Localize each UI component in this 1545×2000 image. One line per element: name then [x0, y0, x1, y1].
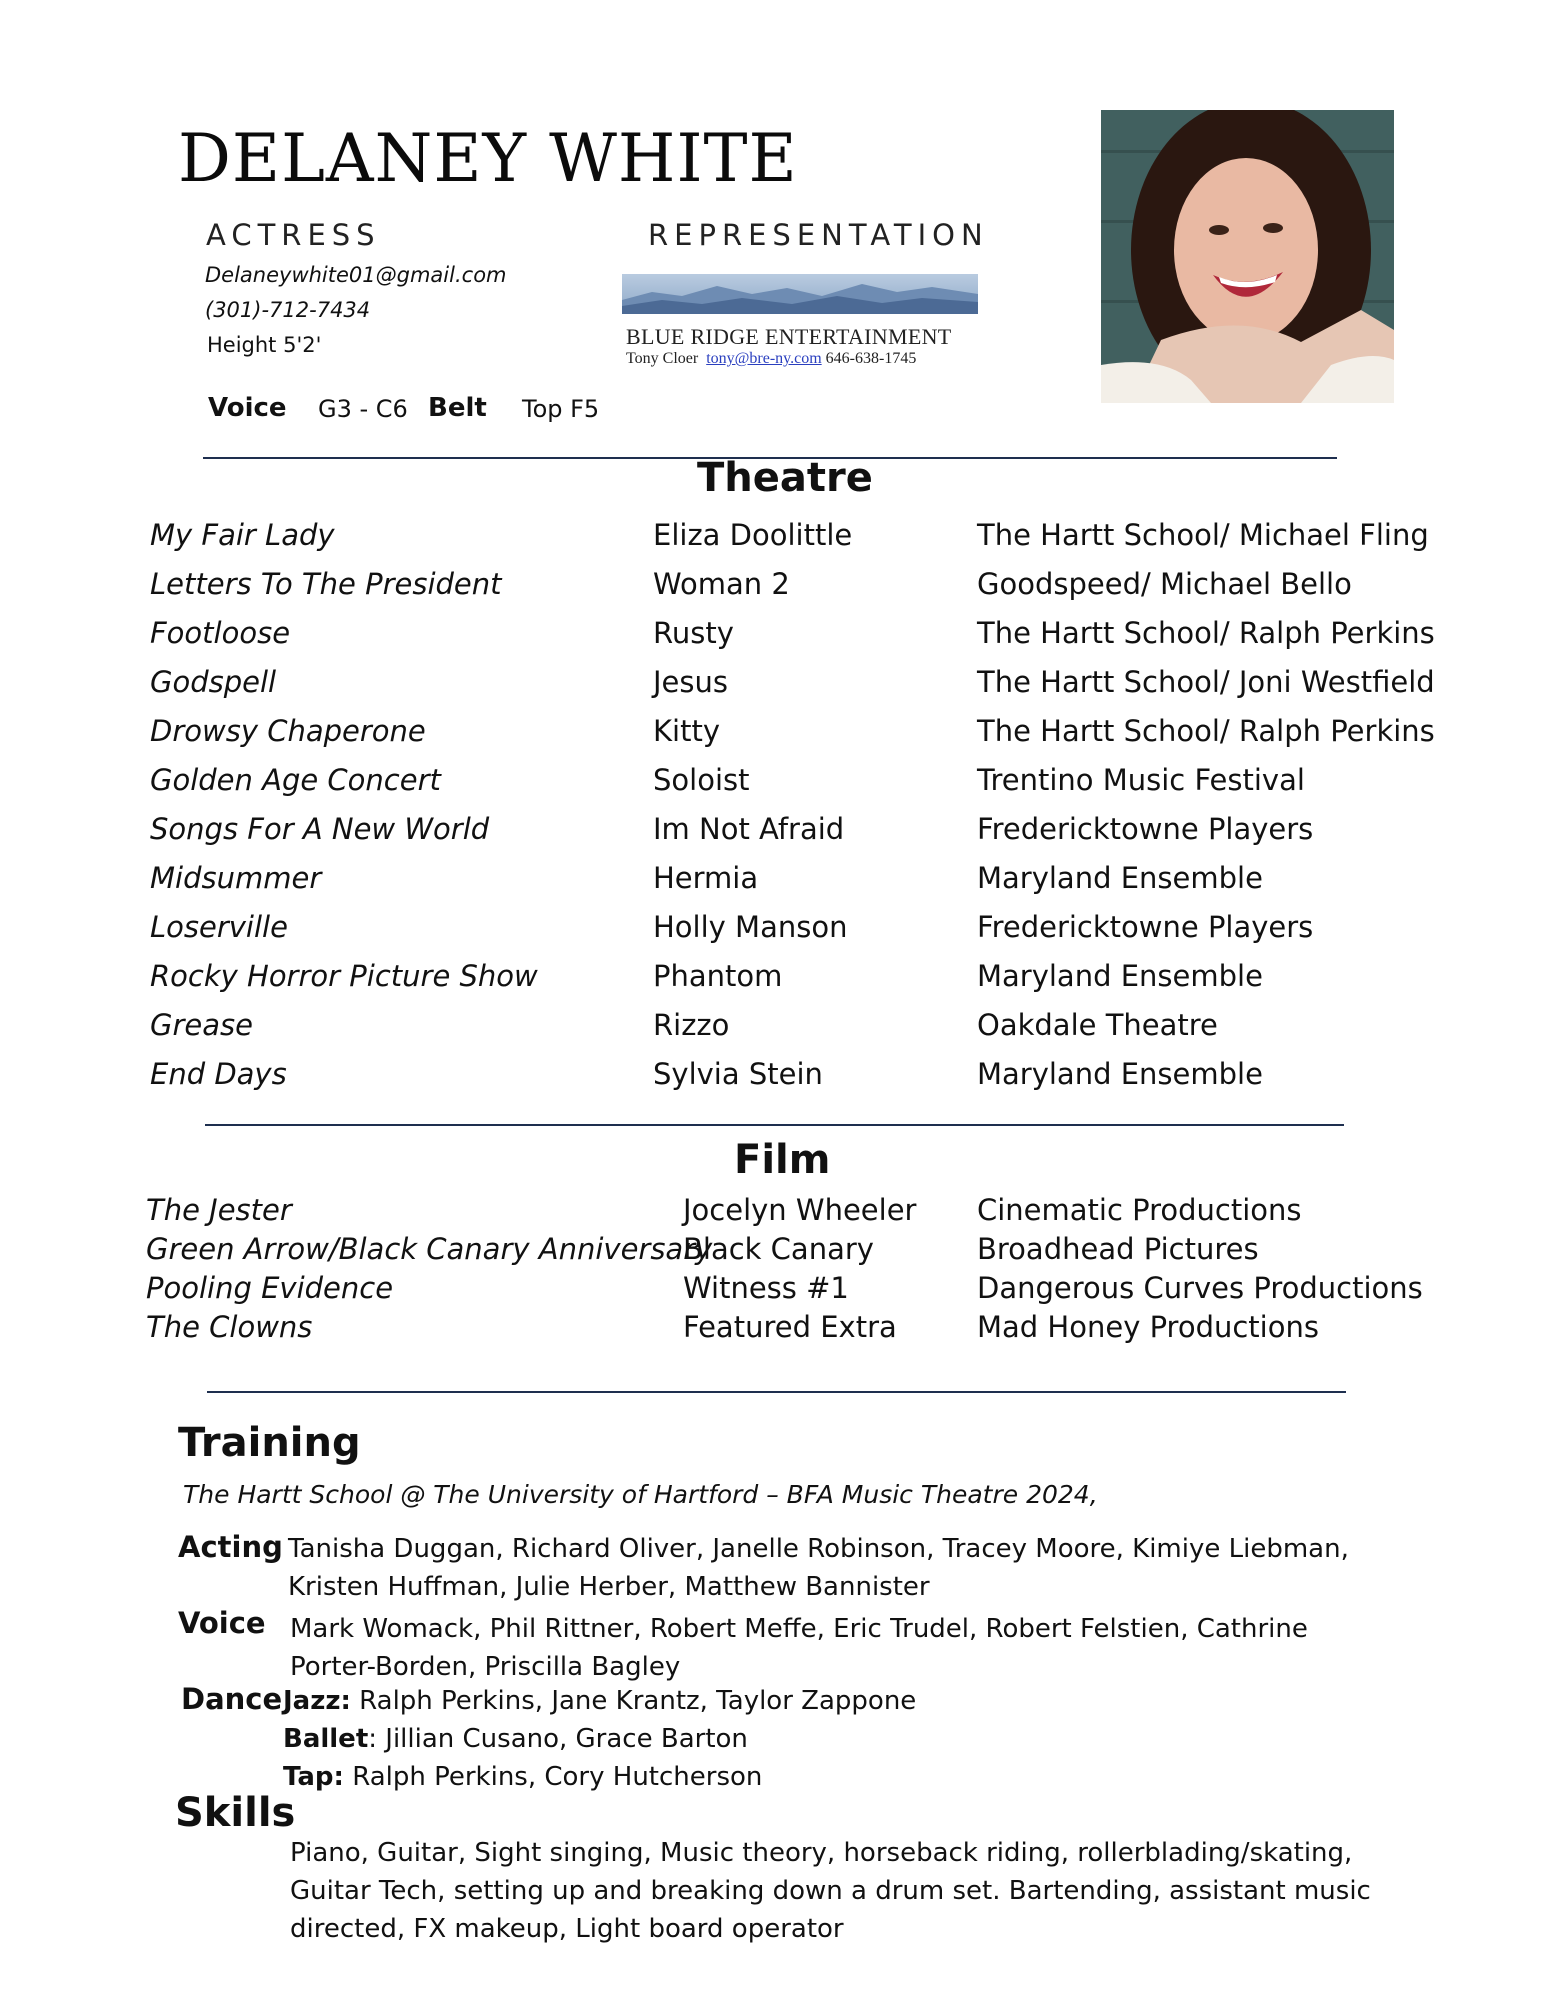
- tap-teachers: Ralph Perkins, Cory Hutcherson: [343, 1762, 763, 1792]
- film-heading: Film: [734, 1137, 831, 1183]
- film-credit-title: The Clowns: [146, 1310, 313, 1344]
- theatre-credit-company: Maryland Ensemble: [977, 1057, 1263, 1091]
- theatre-credit-company: The Hartt School/ Ralph Perkins: [977, 714, 1435, 748]
- headshot-photo: [1101, 110, 1394, 403]
- theatre-credit-title: Footloose: [150, 616, 291, 650]
- film-credit-title: Green Arrow/Black Canary Anniversary: [146, 1232, 713, 1266]
- theatre-credit-row: [0, 910, 1545, 950]
- film-credit-company: Broadhead Pictures: [977, 1232, 1259, 1266]
- film-credit-row: [0, 1310, 1545, 1350]
- film-credit-row: [0, 1271, 1545, 1311]
- theatre-credit-role: Phantom: [653, 959, 783, 993]
- tap-label: Tap:: [283, 1762, 344, 1792]
- tap-line: [283, 1762, 762, 1792]
- theatre-credit-role: Hermia: [653, 861, 759, 895]
- theatre-credit-role: Rizzo: [653, 1008, 730, 1042]
- theatre-credit-company: The Hartt School/ Michael Fling: [977, 518, 1429, 552]
- agency-name: BLUE RIDGE ENTERTAINMENT: [626, 324, 952, 349]
- film-credit-company: Cinematic Productions: [977, 1193, 1302, 1227]
- agent-name: Tony Cloer: [626, 350, 699, 367]
- theatre-credit-company: Fredericktowne Players: [977, 812, 1314, 846]
- theatre-credit-row: [0, 714, 1545, 754]
- agent-phone: 646-638-1745: [825, 350, 917, 367]
- film-credit-title: The Jester: [146, 1193, 292, 1227]
- voice-training-label: Voice: [178, 1606, 266, 1640]
- email: Delaneywhite01@gmail.com: [205, 263, 507, 287]
- belt-range: Top F5: [522, 395, 600, 423]
- film-credit-role: Black Canary: [683, 1232, 874, 1266]
- film-credit-title: Pooling Evidence: [146, 1271, 394, 1305]
- theatre-credit-row: [0, 616, 1545, 656]
- height: Height 5'2': [207, 333, 322, 357]
- film-credit-row: [0, 1232, 1545, 1272]
- theatre-credit-role: Holly Manson: [653, 910, 848, 944]
- theatre-credit-title: Midsummer: [150, 861, 322, 895]
- performer-name: DELANEY WHITE: [178, 120, 798, 197]
- jazz-label: Jazz:: [283, 1686, 351, 1716]
- theatre-credit-title: Rocky Horror Picture Show: [150, 959, 538, 993]
- jazz-teachers: Ralph Perkins, Jane Krantz, Taylor Zappone: [350, 1686, 917, 1716]
- theatre-credit-role: Eliza Doolittle: [653, 518, 853, 552]
- theatre-credit-role: Soloist: [653, 763, 750, 797]
- theatre-credit-role: Woman 2: [653, 567, 790, 601]
- theatre-credit-row: [0, 812, 1545, 852]
- divider-training-top: [207, 1391, 1346, 1393]
- theatre-credit-title: Godspell: [150, 665, 277, 699]
- voice-range: G3 - C6: [318, 395, 408, 423]
- theatre-credit-row: [0, 861, 1545, 901]
- theatre-credit-company: Trentino Music Festival: [977, 763, 1305, 797]
- theatre-credit-row: [0, 665, 1545, 705]
- voice-teachers-line1: Mark Womack, Phil Rittner, Robert Meffe, Eric Trudel, Robert Felstien, Cathrine: [290, 1614, 1308, 1644]
- theatre-credit-row: [0, 518, 1545, 558]
- theatre-credit-company: Fredericktowne Players: [977, 910, 1314, 944]
- film-credit-company: Mad Honey Productions: [977, 1310, 1319, 1344]
- theatre-credit-title: Golden Age Concert: [150, 763, 441, 797]
- theatre-credit-role: Rusty: [653, 616, 734, 650]
- acting-label: Acting: [178, 1530, 283, 1564]
- skills-line3: directed, FX makeup, Light board operator: [290, 1914, 844, 1944]
- ballet-teachers: : Jillian Cusano, Grace Barton: [368, 1724, 748, 1754]
- theatre-credit-row: [0, 1057, 1545, 1097]
- training-heading: Training: [178, 1420, 361, 1466]
- acting-teachers-line2: Kristen Huffman, Julie Herber, Matthew Bannister: [288, 1572, 930, 1602]
- theatre-credit-company: Maryland Ensemble: [977, 861, 1263, 895]
- theatre-credit-role: Kitty: [653, 714, 720, 748]
- theatre-credit-company: Maryland Ensemble: [977, 959, 1263, 993]
- skills-line2: Guitar Tech, setting up and breaking down a drum set. Bartending, assistant music: [290, 1876, 1371, 1906]
- theatre-credit-title: My Fair Lady: [150, 518, 335, 552]
- headshot-image: [1101, 110, 1394, 403]
- theatre-credit-title: Songs For A New World: [150, 812, 490, 846]
- role-heading: ACTRESS: [206, 218, 381, 252]
- phone: (301)-712-7434: [205, 298, 371, 322]
- dance-label: Dance: [181, 1682, 283, 1716]
- voice-teachers-line2: Porter-Borden, Priscilla Bagley: [290, 1652, 681, 1682]
- theatre-credit-company: The Hartt School/ Ralph Perkins: [977, 616, 1435, 650]
- theatre-credit-title: Loserville: [150, 910, 288, 944]
- theatre-credit-role: Jesus: [653, 665, 728, 699]
- ballet-line: [283, 1724, 748, 1754]
- film-credit-role: Jocelyn Wheeler: [683, 1193, 917, 1227]
- theatre-heading: Theatre: [697, 455, 873, 501]
- agent-email-link[interactable]: tony@bre-ny.com: [706, 350, 822, 367]
- agency-logo: [622, 274, 978, 370]
- theatre-credit-title: Grease: [150, 1008, 253, 1042]
- theatre-credit-role: Sylvia Stein: [653, 1057, 823, 1091]
- film-credit-row: [0, 1193, 1545, 1233]
- theatre-credit-row: [0, 763, 1545, 803]
- film-credit-role: Featured Extra: [683, 1310, 897, 1344]
- theatre-credit-company: Oakdale Theatre: [977, 1008, 1218, 1042]
- film-credit-company: Dangerous Curves Productions: [977, 1271, 1423, 1305]
- theatre-credit-title: Drowsy Chaperone: [150, 714, 426, 748]
- skills-heading: Skills: [175, 1790, 296, 1836]
- theatre-credit-row: [0, 1008, 1545, 1048]
- theatre-credit-title: End Days: [150, 1057, 287, 1091]
- skills-line1: Piano, Guitar, Sight singing, Music theory, horseback riding, rollerblading/skating,: [290, 1838, 1353, 1868]
- theatre-credit-row: [0, 567, 1545, 607]
- film-credit-role: Witness #1: [683, 1271, 849, 1305]
- jazz-line: [283, 1686, 916, 1716]
- theatre-credit-role: Im Not Afraid: [653, 812, 845, 846]
- belt-label: Belt: [428, 393, 487, 423]
- representation-heading: REPRESENTATION: [648, 218, 989, 252]
- voice-label: Voice: [208, 393, 287, 423]
- theatre-credit-row: [0, 959, 1545, 999]
- training-school: The Hartt School @ The University of Hartford – BFA Music Theatre 2024,: [183, 1480, 1098, 1509]
- ballet-label: Ballet: [283, 1724, 369, 1754]
- acting-teachers-line1: Tanisha Duggan, Richard Oliver, Janelle Robinson, Tracey Moore, Kimiye Liebman,: [288, 1534, 1349, 1564]
- mountain-banner-icon: [622, 274, 978, 314]
- divider-film-top: [205, 1124, 1344, 1126]
- agent-line: [622, 350, 978, 368]
- theatre-credit-company: Goodspeed/ Michael Bello: [977, 567, 1352, 601]
- theatre-credit-company: The Hartt School/ Joni Westfield: [977, 665, 1435, 699]
- theatre-credit-title: Letters To The President: [150, 567, 502, 601]
